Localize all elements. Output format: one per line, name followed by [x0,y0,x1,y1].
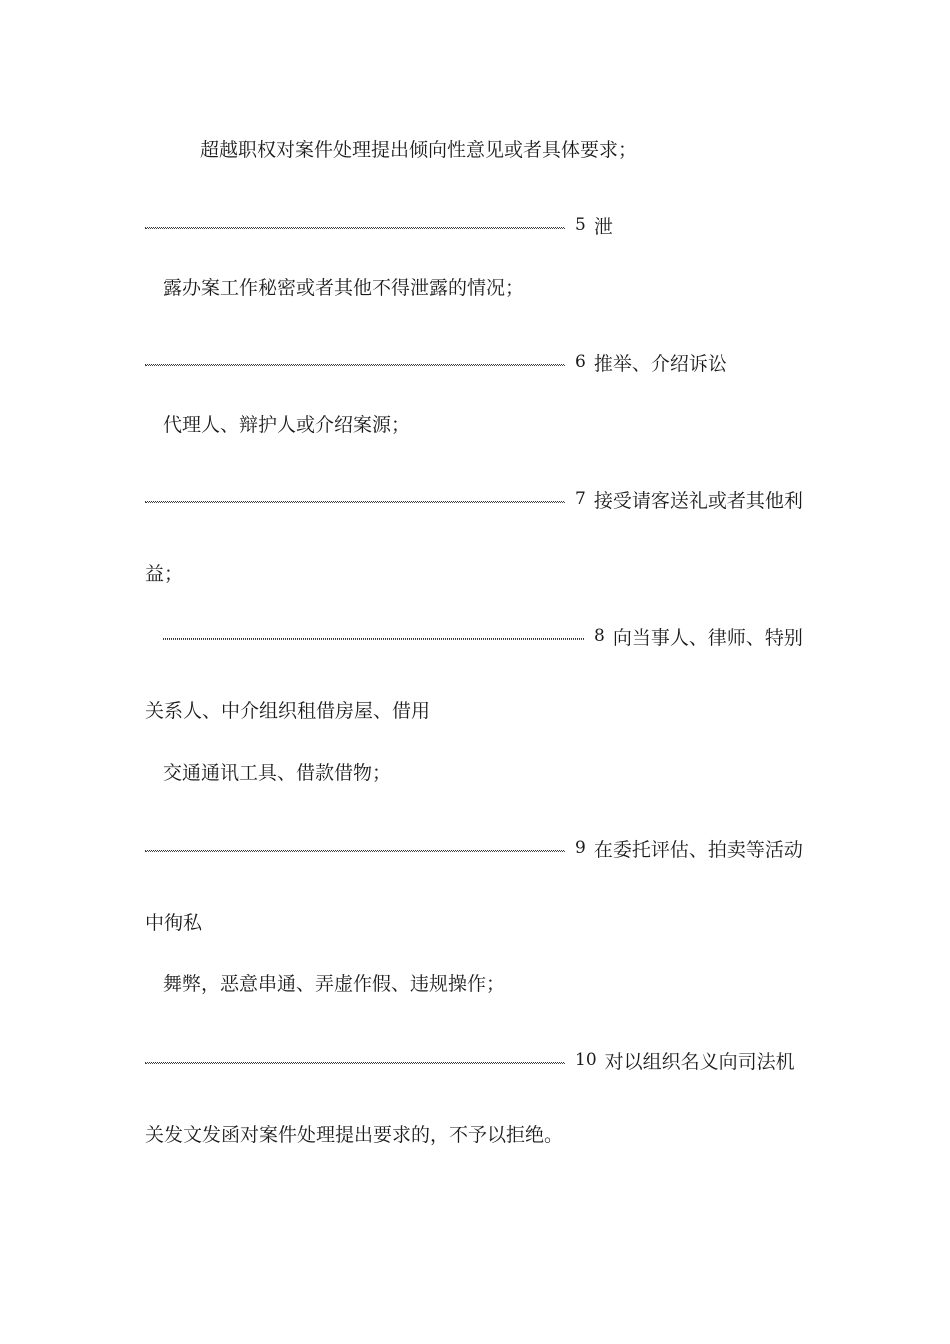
item-text: 在委托评估、拍卖等活动 [593,838,803,861]
dotted-leader [145,845,565,852]
item-text: 向当事人、律师、特别 [612,626,803,649]
dotted-leader [145,1057,565,1064]
dotted-leader [163,633,584,640]
text-line: 交通通讯工具、借款借物； [163,762,392,784]
text-line: 露办案工作秘密或者其他不得泄露的情况； [163,277,525,299]
dotted-leader [145,359,565,366]
item-number: 7 [575,489,586,509]
item-number: 8 [594,626,605,646]
text-line: 中徇私 [145,912,203,934]
item-number: 9 [575,838,586,858]
list-item [145,210,613,240]
text-line: 关发文发函对案件处理提出要求的，不予以拒绝。 [145,1124,564,1146]
text-line: 超越职权对案件处理提出倾向性意见或者具体要求； [200,139,638,161]
dotted-leader [145,496,565,503]
item-number: 6 [575,352,586,372]
text-line: 益； [145,563,184,585]
item-number: 5 [575,215,586,235]
list-item [163,621,803,651]
list-item [145,347,727,377]
text-line: 舞弊，恶意串通、弄虚作假、违规操作； [163,973,506,995]
text-line: 关系人、中介组织租借房屋、借用 [145,700,431,722]
text-line: 代理人、辩护人或介绍案源； [163,414,411,436]
item-number: 10 [575,1050,597,1070]
item-text: 推举、介绍诉讼 [593,352,727,375]
list-item [145,833,803,863]
item-text: 接受请客送礼或者其他利 [593,489,803,512]
item-text: 泄 [593,215,613,238]
dotted-leader [145,222,565,229]
list-item [145,1045,795,1075]
item-text: 对以组织名义向司法机 [604,1050,795,1073]
list-item [145,484,803,514]
